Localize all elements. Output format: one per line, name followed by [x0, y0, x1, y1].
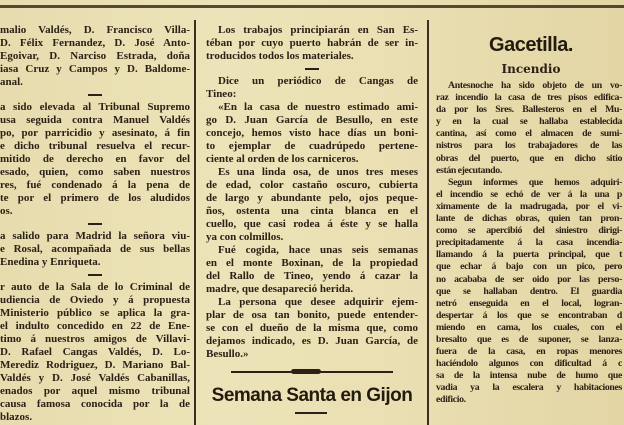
- text-line: La persona que desee adquirir ejem-: [218, 296, 418, 308]
- text-line: y en la cual se hallaba establecida: [436, 116, 622, 128]
- text-line: te por el primero de los aludidos: [0, 192, 190, 204]
- text-line: ya con colmillos.: [206, 231, 284, 243]
- text-line: «En la casa de nuestro estimado ami-: [218, 101, 418, 113]
- text-line: miendo en cama, los cuales, con el: [436, 321, 622, 333]
- text-line: Egoivar, D. Narciso Estrada, doña: [0, 50, 190, 62]
- text-line: concejo, hemos visto hace días un boni-: [206, 127, 418, 139]
- heading-underline: [295, 412, 327, 414]
- text-line: el incendio se echó de ver á la una p: [436, 188, 622, 200]
- paragraph: [206, 101, 418, 166]
- text-line: en el monte Boxinan, de la propiedad: [206, 257, 418, 269]
- text-line: enados por aquel mismo tribunal: [0, 385, 190, 397]
- text-line: e dicho tribunal resuelva el recur-: [0, 140, 190, 152]
- text-line: anal.: [0, 76, 23, 88]
- text-line: de largo y abundante pelo, ojos peque-: [206, 192, 418, 204]
- section-separator-dash: [0, 269, 190, 281]
- text-line: r auto de la Sala de lo Criminal de: [0, 281, 190, 293]
- text-line: malio Valdés, D. Francisco Villa-: [0, 24, 190, 36]
- text-line: ños, ostenta una cinta blanca en el: [206, 205, 418, 217]
- text-line: lante de dichas obras, quien tan pron-: [436, 213, 622, 225]
- text-line: Valdés y D. José Valdés Cabanillas,: [0, 372, 190, 384]
- middle-column: [206, 24, 418, 381]
- text-line: causa famosa conocida por la de: [0, 398, 190, 410]
- paragraph: [206, 24, 418, 63]
- text-line: que echar á bajo con un pico, pero: [436, 261, 622, 273]
- text-line: a salido para Madrid la señora viu-: [0, 230, 190, 242]
- paragraph: [206, 296, 418, 361]
- text-line: po, por parricidio y asesinato, á fin: [0, 127, 190, 139]
- text-line: Es una linda osa, de unos tres meses: [218, 166, 418, 178]
- text-line: Tineo:: [206, 88, 237, 100]
- text-line: fuera de la casa, en ropas menores: [436, 346, 622, 358]
- top-border-rule: [0, 5, 624, 8]
- text-line: D. Rafael Cangas Valdés, D. Lo-: [0, 346, 190, 358]
- semana-santa-heading: Semana Santa en Gijon: [211, 385, 413, 406]
- paragraph: [436, 80, 622, 177]
- paragraph: [436, 177, 622, 407]
- ornamental-rule: [206, 361, 418, 381]
- text-line: ciente al orden de los carniceros.: [206, 153, 359, 165]
- text-line: sa de la intensa nube de humo que: [436, 370, 622, 382]
- paragraph: [206, 166, 418, 244]
- gacetilla-heading: Gacetilla.: [489, 34, 573, 56]
- text-line: plar de osa tan bonito, puede entender-: [206, 309, 418, 321]
- text-line: mitido de derecho en favor del: [0, 153, 190, 165]
- text-line: bresalto que es de suponer, se lanza-: [436, 333, 622, 345]
- text-line: haciéndolo algunos con dificultad á c: [436, 358, 622, 370]
- text-line: ximamente de la madrugada, por el vi-: [436, 200, 622, 212]
- text-line: timo á nuestros amigos de Villavi-: [0, 333, 190, 345]
- incendio-subheading: Incendio: [501, 62, 561, 76]
- text-line: to ejemplar de cuadrúpedo pertene-: [206, 140, 418, 152]
- text-line: téban por cuyo puerto habrán de ser in-: [206, 37, 418, 49]
- text-line: Ministerio público se aplica la gra-: [0, 307, 190, 319]
- paragraph: [0, 230, 190, 269]
- left-column: [0, 24, 190, 424]
- text-line: se con el dueño de la misma que, como: [206, 322, 418, 334]
- text-line: Segun informes que hemos adquiri-: [448, 176, 622, 188]
- paragraph: [0, 281, 190, 424]
- text-line: da por los Sres. Ballesteros en el Mu-: [436, 104, 622, 116]
- text-line: a sido elevada al Tribunal Supremo: [0, 101, 190, 113]
- section-separator-dash: [206, 63, 418, 75]
- text-line: netró enseguida en el local, logran-: [436, 297, 622, 309]
- text-line: despertar á los que se encontraban d: [436, 309, 622, 321]
- text-line: de edad, color castaño oscuro, cubierta: [206, 179, 418, 191]
- text-line: cantina, así como el almacen de sumi-: [436, 128, 622, 140]
- right-column: [436, 80, 622, 407]
- text-line: Antesnoche ha sido objeto de un vo-: [448, 80, 622, 91]
- text-line: Besullo.»: [206, 348, 249, 360]
- text-line: Merediz Rodriguez, D. Mariano Bal-: [0, 359, 190, 371]
- text-line: Los trabajos principiarán en San Es-: [218, 24, 418, 36]
- text-line: troducidos todos los materiales.: [206, 50, 354, 62]
- text-line: blazos.: [0, 411, 33, 423]
- paragraph: [0, 24, 190, 89]
- text-line: go D. Juan García de Besullo, en este: [206, 114, 418, 126]
- text-line: del Rallo de Tineo, yendo á cazar la: [206, 270, 418, 282]
- text-line: están ejecutando.: [436, 164, 502, 176]
- text-line: Dice un periódico de Cangas de: [218, 75, 418, 87]
- text-line: edificio.: [436, 394, 466, 406]
- section-separator-dash: [0, 218, 190, 230]
- text-line: Fué cogida, hace unas seis semanas: [218, 244, 418, 256]
- text-line: esado, quien, como saben nuestros: [0, 166, 190, 178]
- text-line: obras del puerto, que en dicho sitio: [436, 152, 622, 164]
- text-line: no acababa de ser oido por las perso-: [436, 273, 622, 285]
- text-line: cuello, que casi rodea á éste y se halla: [206, 218, 418, 230]
- text-line: udiencia de Oviedo y á propuesta: [0, 294, 190, 306]
- paragraph: [206, 244, 418, 296]
- section-separator-dash: [0, 89, 190, 101]
- text-line: os.: [0, 205, 13, 217]
- paragraph: [0, 101, 190, 218]
- column-divider-right: [427, 20, 429, 425]
- text-line: precipitadamente á la casa incendia-: [436, 237, 622, 249]
- text-line: Enedina y Enriqueta.: [0, 256, 101, 268]
- text-line: res, fué condenado á la pena de: [0, 179, 190, 191]
- text-line: raz incendio la casa de tres pisos edifica-: [436, 92, 622, 104]
- text-line: vadia ya la escalera y habitaciones: [436, 382, 622, 394]
- text-line: que se hallaban dentro. El guardia: [436, 285, 622, 297]
- text-line: como se apercibió del siniestro dirigi-: [436, 225, 622, 237]
- text-line: dejamos indicado, es D. Juan García, de: [206, 335, 418, 347]
- paragraph: [206, 75, 418, 101]
- text-line: llamando á la puerta principal, que t: [436, 249, 622, 261]
- column-divider-left: [194, 20, 196, 425]
- text-line: madre, que desapareció herida.: [206, 283, 354, 295]
- text-line: el indulto concedido en 22 de Ene-: [0, 320, 190, 332]
- text-line: iasa Cruz y Campos y D. Baldome-: [0, 63, 190, 75]
- text-line: e Rosal, acompañada de sus bellas: [0, 243, 190, 255]
- text-line: usa seguida contra Manuel Valdés: [0, 114, 190, 126]
- text-line: D. Félix Fernandez, D. José Anto-: [0, 37, 190, 49]
- text-line: nistros para los trabajadores de las: [436, 140, 622, 152]
